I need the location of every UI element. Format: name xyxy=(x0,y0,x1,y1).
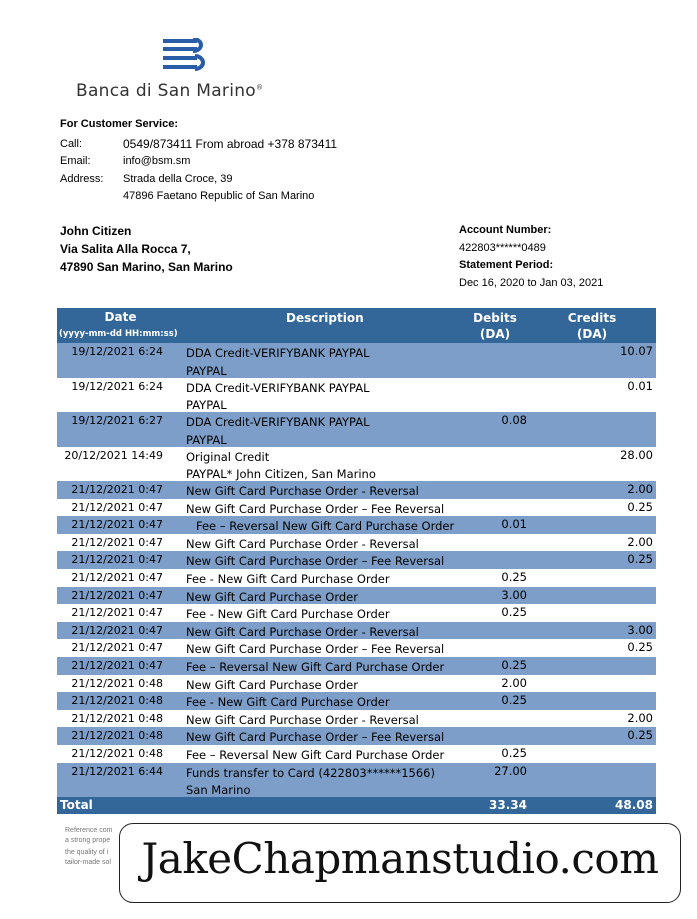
row-description-line: DDA Credit-VERIFYBANK PAYPAL xyxy=(186,346,370,360)
row-credit: 0.25 xyxy=(627,640,653,655)
header-date-format: (yyyy-mm-dd HH:mm:ss) xyxy=(59,329,178,339)
table-row xyxy=(57,675,656,693)
transactions-table xyxy=(57,308,656,814)
row-description-line: Original Credit xyxy=(186,449,270,464)
row-description-line: New Gift Card Purchase Order - Reversal xyxy=(186,624,419,639)
row-description-line: Fee - New Gift Card Purchase Order xyxy=(186,607,390,622)
row-date: 21/12/2021 0:47 xyxy=(71,553,163,567)
cs-email-label: Email: xyxy=(60,155,91,168)
row-date: 21/12/2021 0:48 xyxy=(71,676,163,690)
total-credit: 48.08 xyxy=(615,798,653,812)
header-debits-unit: (DA) xyxy=(479,327,511,341)
cs-call-value: 0549/873411 From abroad +378 873411 xyxy=(123,136,338,151)
row-description-line: New Gift Card Purchase Order - Reversal xyxy=(186,536,419,551)
row-date: 21/12/2021 0:48 xyxy=(71,711,163,725)
row-description-line-2: PAYPAL* John Citizen, San Marino xyxy=(186,467,376,481)
table-body xyxy=(57,343,656,797)
row-date: 21/12/2021 0:48 xyxy=(71,694,163,708)
row-description-line-2: PAYPAL xyxy=(186,363,227,378)
row-description-line: New Gift Card Purchase Order - Reversal xyxy=(186,484,419,498)
watermark-text: JakeChapmanstudio.com xyxy=(141,834,659,883)
row-date: 19/12/2021 6:24 xyxy=(71,379,163,393)
row-description-line: New Gift Card Purchase Order xyxy=(186,589,358,604)
statement-period-label: Statement Period: xyxy=(459,259,554,272)
row-date: 19/12/2021 6:24 xyxy=(71,345,163,358)
row-description-line: Fee - New Gift Card Purchase Order xyxy=(186,571,390,586)
customer-address-2: 47890 San Marino, San Marino xyxy=(60,260,233,274)
row-date: 21/12/2021 0:47 xyxy=(71,500,163,514)
bank-logo-icon xyxy=(160,38,206,74)
trademark-mark: ® xyxy=(256,83,264,92)
row-date: 21/12/2021 0:47 xyxy=(71,518,163,532)
row-description xyxy=(186,380,369,415)
table-row xyxy=(57,692,656,710)
table-row xyxy=(57,499,656,517)
table-row xyxy=(57,551,656,569)
total-debit: 33.34 xyxy=(489,798,527,812)
customer-block xyxy=(60,222,233,276)
row-date: 21/12/2021 0:47 xyxy=(71,606,163,620)
cs-address-value: Strada della Croce, 39 xyxy=(123,172,233,185)
table-row xyxy=(57,534,656,552)
table-header xyxy=(57,308,656,343)
row-debit: 0.25 xyxy=(501,605,527,620)
table-row xyxy=(57,727,656,745)
table-row xyxy=(57,745,656,763)
cs-address-value-2: 47896 Faetano Republic of San Marino xyxy=(123,190,315,203)
account-number-label: Account Number: xyxy=(459,224,552,236)
account-number: 422803******0489 xyxy=(459,241,546,254)
account-block xyxy=(459,222,603,292)
row-credit: 28.00 xyxy=(620,447,653,462)
row-debit: 27.00 xyxy=(494,763,527,778)
row-description-line: New Gift Card Purchase Order xyxy=(186,677,358,692)
row-date: 21/12/2021 0:47 xyxy=(71,641,163,655)
table-row xyxy=(57,447,656,482)
row-description-line: New Gift Card Purchase Order – Fee Reversal xyxy=(186,554,445,569)
cs-call-row xyxy=(60,135,337,153)
row-description xyxy=(186,345,369,380)
cs-call-label: Call: xyxy=(60,137,83,150)
cs-address-row xyxy=(60,170,337,188)
row-date: 21/12/2021 0:47 xyxy=(71,658,163,672)
customer-name: John Citizen xyxy=(60,224,132,238)
row-date: 19/12/2021 6:27 xyxy=(71,414,163,427)
row-date: 20/12/2021 14:49 xyxy=(64,448,163,462)
table-row xyxy=(57,378,656,413)
row-date: 21/12/2021 0:47 xyxy=(71,570,163,584)
row-debit: 0.01 xyxy=(501,517,527,532)
footer-line: Reference com xyxy=(65,827,113,834)
watermark-banner xyxy=(119,823,681,903)
row-date: 21/12/2021 0:47 xyxy=(71,623,163,637)
table-row xyxy=(57,763,656,798)
row-description-line: Fee – Reversal New Gift Card Purchase Order xyxy=(186,747,445,762)
row-description-line: DDA Credit-VERIFYBANK PAYPAL xyxy=(186,415,370,429)
row-debit: 0.08 xyxy=(501,413,527,427)
table-row xyxy=(57,412,656,447)
row-credit: 0.25 xyxy=(627,728,653,743)
table-row xyxy=(57,604,656,622)
table-row xyxy=(57,516,656,534)
row-description-line: Fee – Reversal New Gift Card Purchase Order xyxy=(186,659,445,674)
row-description-line: New Gift Card Purchase Order – Fee Reversal xyxy=(186,730,445,745)
row-credit: 0.25 xyxy=(627,499,653,514)
row-description xyxy=(186,414,369,449)
total-row xyxy=(57,797,656,814)
cs-email-value: info@bsm.sm xyxy=(123,155,191,168)
table-row xyxy=(57,569,656,587)
row-date: 21/12/2021 0:48 xyxy=(71,746,163,760)
row-description-line-2: San Marino xyxy=(186,783,251,797)
cs-email-row xyxy=(60,153,337,171)
row-debit: 0.25 xyxy=(501,693,527,708)
bank-name: Banca di San Marino xyxy=(76,81,256,101)
cs-address-row-2 xyxy=(60,188,337,206)
row-credit: 3.00 xyxy=(627,622,653,637)
row-description-line: Fee - New Gift Card Purchase Order xyxy=(186,695,390,710)
row-description xyxy=(186,765,435,800)
customer-service-block xyxy=(60,118,337,205)
row-description-line: Funds transfer to Card (422803******1566) xyxy=(186,765,435,780)
row-credit: 0.01 xyxy=(627,378,653,393)
row-date: 21/12/2021 6:44 xyxy=(71,764,163,778)
row-debit: 2.00 xyxy=(501,675,527,690)
row-debit: 0.25 xyxy=(501,657,527,672)
statement-period: Dec 16, 2020 to Jan 03, 2021 xyxy=(459,276,604,289)
row-date: 21/12/2021 0:47 xyxy=(71,535,163,549)
row-description-line: New Gift Card Purchase Order - Reversal xyxy=(186,712,419,727)
row-date: 21/12/2021 0:47 xyxy=(71,588,163,602)
row-description-line-2: PAYPAL xyxy=(186,398,227,412)
row-credit: 2.00 xyxy=(627,710,653,725)
footer-line: tailor-made sol xyxy=(65,858,111,866)
table-row xyxy=(57,587,656,605)
header-date: Date xyxy=(104,310,137,324)
footer-line: the quality of i xyxy=(65,849,109,856)
row-description-line-2: PAYPAL xyxy=(186,432,227,447)
total-label: Total xyxy=(60,798,93,812)
table-row xyxy=(57,639,656,657)
row-credit: 2.00 xyxy=(627,482,653,496)
row-debit: 0.25 xyxy=(501,745,527,760)
row-description-line: Fee – Reversal New Gift Card Purchase Order xyxy=(196,519,455,534)
row-credit: 10.07 xyxy=(620,344,653,358)
table-row xyxy=(57,657,656,675)
row-date: 21/12/2021 0:47 xyxy=(71,483,163,496)
header-credits-unit: (DA) xyxy=(576,327,608,341)
row-date: 21/12/2021 0:48 xyxy=(71,729,163,743)
row-credit: 2.00 xyxy=(627,534,653,549)
row-debit: 3.00 xyxy=(501,587,527,602)
footer-line: a strong prope xyxy=(65,836,111,844)
cs-address-label: Address: xyxy=(60,172,104,185)
customer-service-title: For Customer Service: xyxy=(60,118,178,130)
row-description-line: New Gift Card Purchase Order – Fee Reversal xyxy=(186,642,445,657)
row-credit: 0.25 xyxy=(627,552,653,567)
table-row xyxy=(57,710,656,728)
table-row xyxy=(57,622,656,640)
header-debits: Debits xyxy=(473,311,517,325)
header-description: Description xyxy=(286,311,364,325)
table-row xyxy=(57,343,656,378)
header-credits: Credits xyxy=(567,311,617,325)
row-description xyxy=(186,449,376,484)
row-debit: 0.25 xyxy=(501,569,527,584)
row-description-line: New Gift Card Purchase Order – Fee Reversal xyxy=(186,501,445,516)
customer-address-1: Via Salita Alla Rocca 7, xyxy=(60,242,191,256)
row-description-line: DDA Credit-VERIFYBANK PAYPAL xyxy=(186,380,370,395)
table-row xyxy=(57,481,656,499)
